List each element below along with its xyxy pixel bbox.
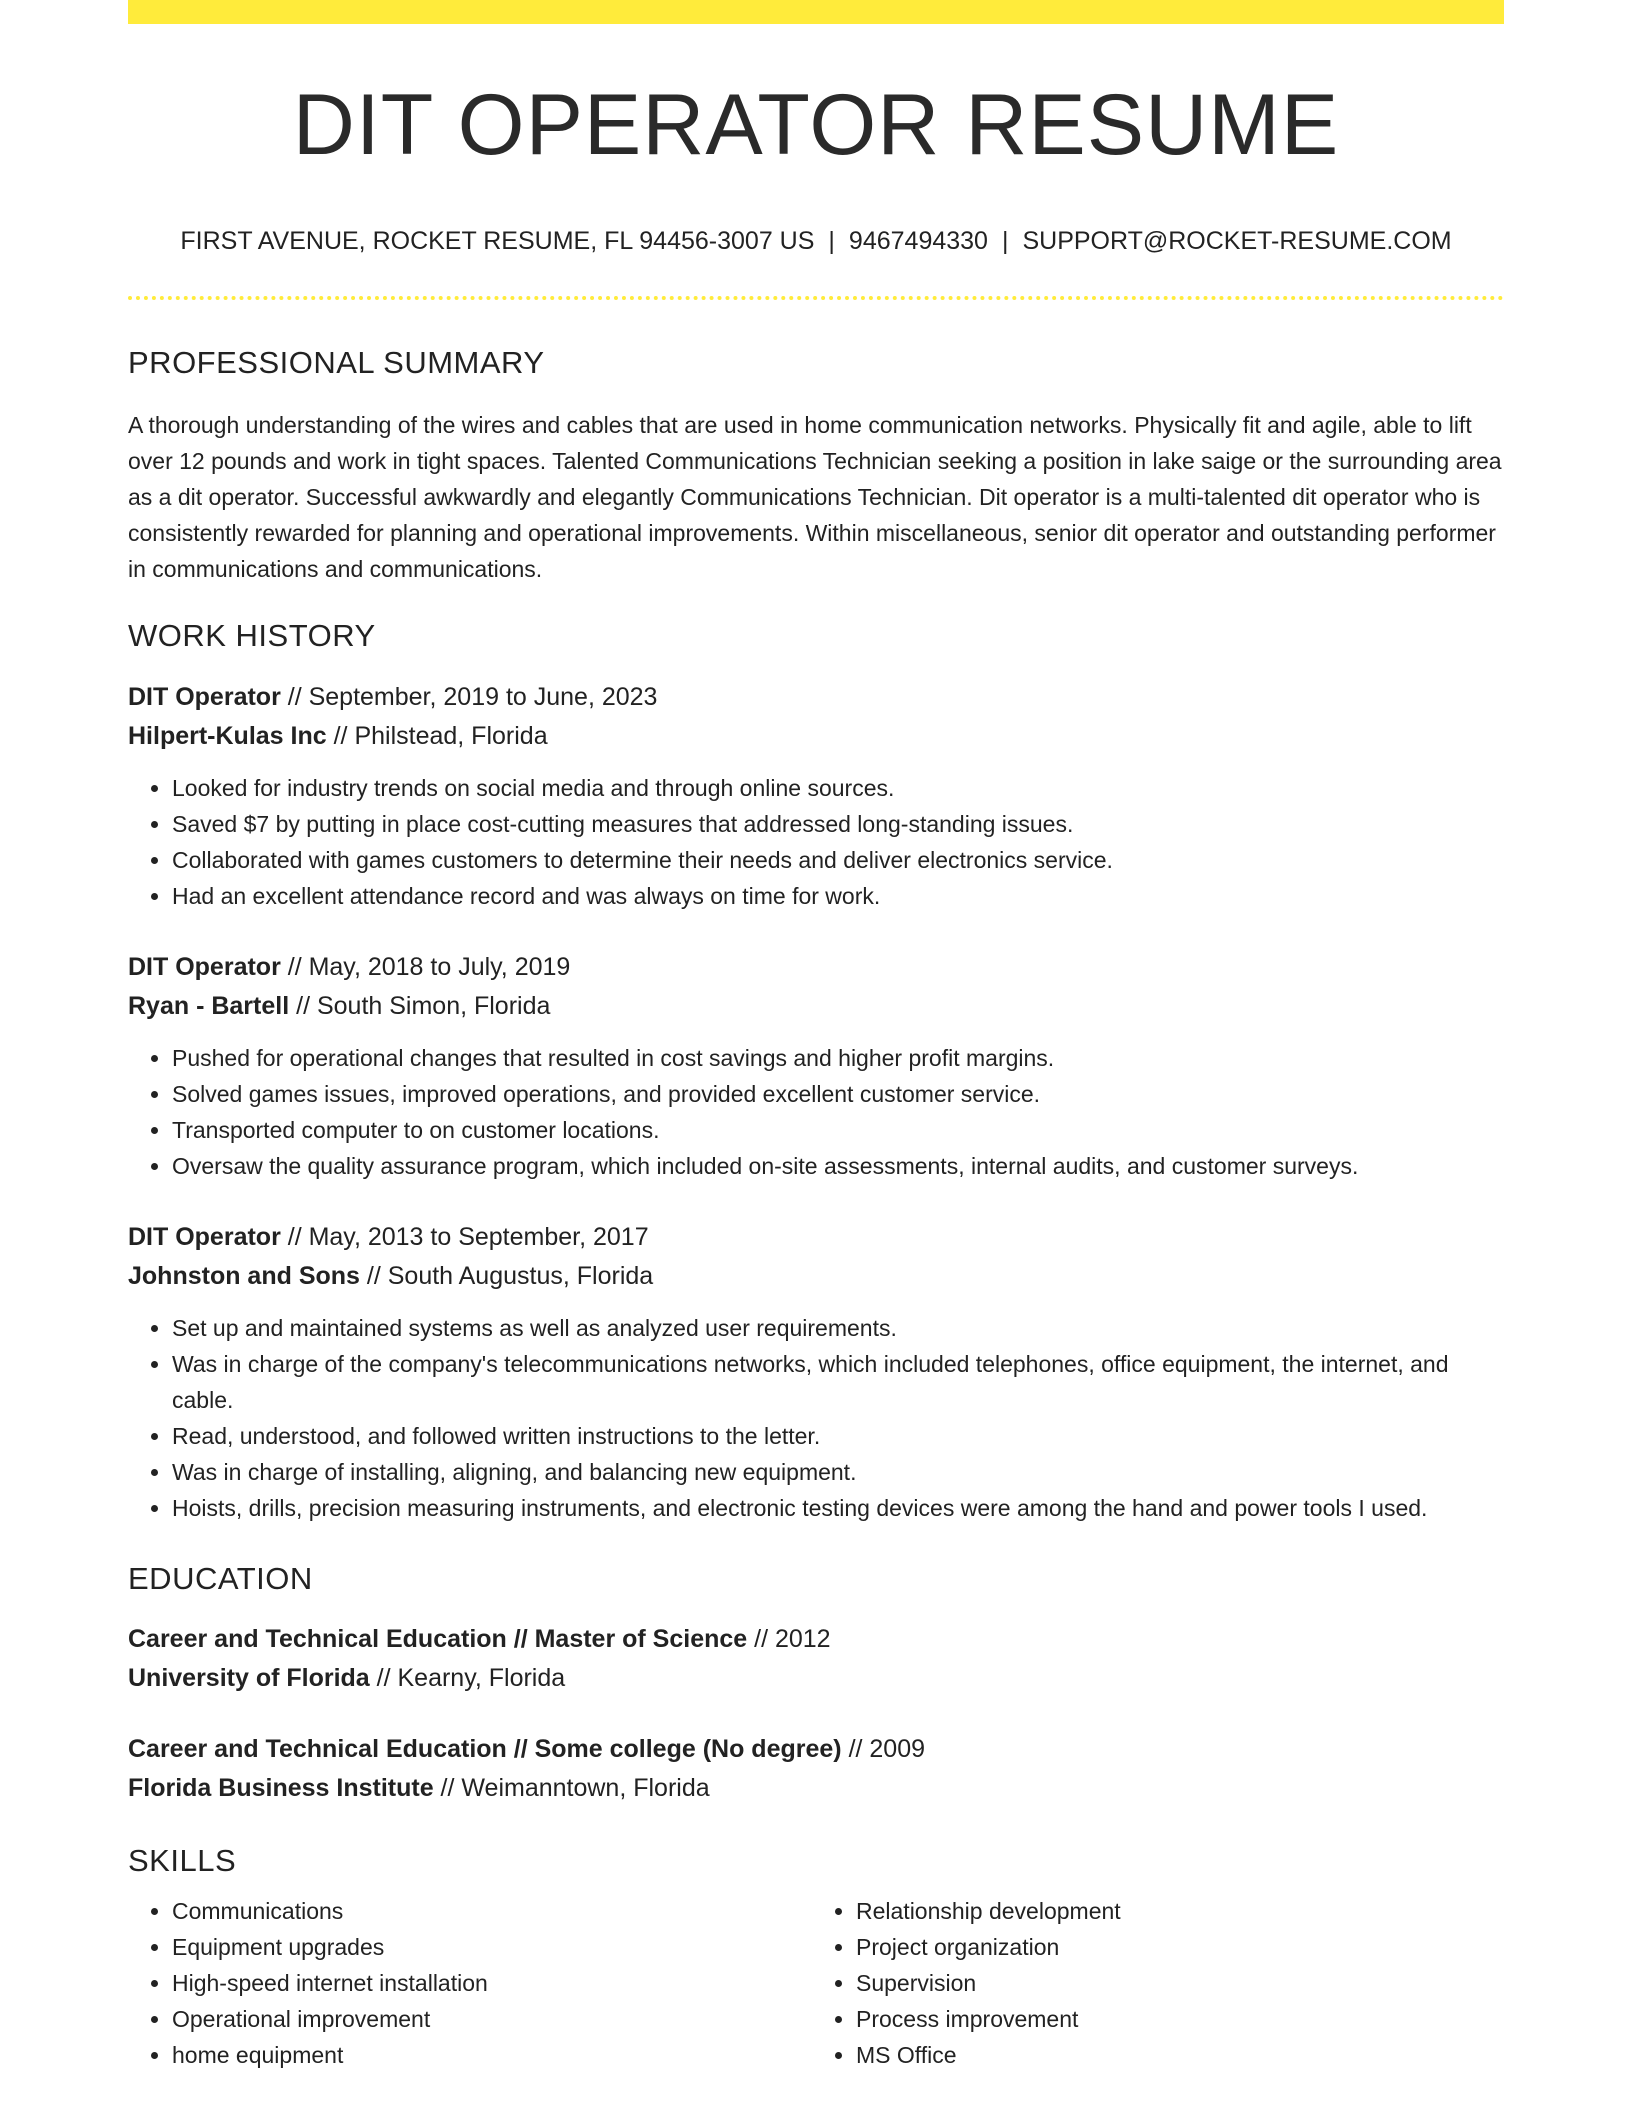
skills-section xyxy=(128,1842,1504,2073)
accent-top-bar xyxy=(128,0,1504,24)
resume-page xyxy=(128,0,1504,2073)
job-duties-list xyxy=(128,770,1504,914)
education-entry xyxy=(128,1730,1504,1808)
skill-item: • Relationship development xyxy=(856,1893,1490,1929)
job-title: DIT Operator xyxy=(128,1223,281,1252)
list-item: • Solved games issues, improved operations, and provided excellent customer service. xyxy=(172,1076,1504,1112)
contact-phone: 9467494330 xyxy=(848,227,988,255)
education-location: // Weimanntown, Florida xyxy=(433,1773,710,1802)
education-school: University of Florida xyxy=(128,1663,370,1692)
job-title: DIT Operator xyxy=(128,683,281,712)
job-dates: // September, 2019 to June, 2023 xyxy=(280,683,658,712)
education-school: Florida Business Institute xyxy=(128,1773,434,1802)
education-heading: EDUCATION xyxy=(128,1561,313,1597)
list-item: • Read, understood, and followed written instructions to the letter. xyxy=(172,1418,1504,1454)
education-degree-line xyxy=(128,1730,1504,1769)
education-entry xyxy=(128,1620,1504,1698)
skills-list-left xyxy=(128,1893,806,2073)
education-location: // Kearny, Florida xyxy=(369,1663,566,1692)
job-duties-list xyxy=(128,1040,1504,1184)
job-company-line xyxy=(128,1257,1504,1296)
education-degree-line xyxy=(128,1620,1504,1659)
summary-heading: PROFESSIONAL SUMMARY xyxy=(128,345,545,380)
list-item: • Had an excellent attendance record and was always on time for work. xyxy=(172,878,1504,914)
education-year: // 2009 xyxy=(841,1734,926,1763)
job-duties-list xyxy=(128,1310,1504,1526)
job-title-line xyxy=(128,1218,1504,1257)
skill-item: • Process improvement xyxy=(856,2001,1490,2037)
job-title-line xyxy=(128,678,1504,717)
job-company-line xyxy=(128,987,1504,1026)
skill-item: • MS Office xyxy=(856,2037,1490,2073)
list-item: • Transported computer to on customer locations. xyxy=(172,1112,1504,1148)
job-company-line xyxy=(128,717,1504,756)
list-item: • Collaborated with games customers to determine their needs and deliver electronics service. xyxy=(172,842,1504,878)
job-title-line xyxy=(128,948,1504,987)
job-location: // South Augustus, Florida xyxy=(359,1262,654,1291)
job-entry xyxy=(128,948,1504,1184)
list-item: • Saved $7 by putting in place cost-cutting measures that addressed long-standing issues. xyxy=(172,806,1504,842)
education-degree: Career and Technical Education // Some college (No degree) xyxy=(128,1734,842,1763)
list-item: • Hoists, drills, precision measuring instruments, and electronic testing devices were among the hand and power tools I used. xyxy=(172,1490,1504,1526)
job-dates: // May, 2018 to July, 2019 xyxy=(280,953,571,982)
contact-email: SUPPORT@ROCKET-RESUME.COM xyxy=(1022,227,1452,255)
job-entry xyxy=(128,678,1504,914)
dotted-divider xyxy=(128,296,1504,300)
list-item: • Oversaw the quality assurance program, which included on-site assessments, internal audits, and customer surveys. xyxy=(172,1148,1504,1184)
contact-separator: | xyxy=(1001,227,1009,255)
job-title: DIT Operator xyxy=(128,953,281,982)
contact-line xyxy=(128,226,1504,256)
skills-list-right xyxy=(806,1893,1490,2073)
summary-section xyxy=(128,344,1504,587)
job-location: // South Simon, Florida xyxy=(289,992,551,1021)
job-company: Ryan - Bartell xyxy=(128,992,290,1021)
skill-item: • Communications xyxy=(172,1893,806,1929)
education-school-line xyxy=(128,1659,1504,1698)
skills-heading: SKILLS xyxy=(128,1842,237,1878)
job-location: // Philstead, Florida xyxy=(326,722,548,751)
education-degree: Career and Technical Education // Master of Science xyxy=(128,1624,748,1653)
skill-item: • Supervision xyxy=(856,1965,1490,2001)
education-year: // 2012 xyxy=(747,1624,831,1653)
education-school-line xyxy=(128,1769,1504,1808)
skill-item: • Equipment upgrades xyxy=(172,1929,806,1965)
job-entry xyxy=(128,1218,1504,1526)
list-item: • Was in charge of installing, aligning, and balancing new equipment. xyxy=(172,1454,1504,1490)
skill-item: • home equipment xyxy=(172,2037,806,2073)
skill-item: • Project organization xyxy=(856,1929,1490,1965)
resume-title: DIT OPERATOR RESUME xyxy=(292,77,1340,173)
list-item: • Set up and maintained systems as well as analyzed user requirements. xyxy=(172,1310,1504,1346)
summary-text: A thorough understanding of the wires and cables that are used in home communication networks. Physically fit and agile, able to lift over 12 pounds and work in tight spaces. Talented Communications Technician seeking a position in lake saige or the surrounding area as a dit operator. Successful awkwardly and elegantly Communications Technician. Dit operator is a multi-talented dit operator who is consistently rewarded for planning and operational improvements. Within miscellaneous, senior dit operator and outstanding performer in communications and communications. xyxy=(128,412,1502,583)
work-history-section xyxy=(128,617,1504,1526)
skill-item: • High-speed internet installation xyxy=(172,1965,806,2001)
job-dates: // May, 2013 to September, 2017 xyxy=(280,1223,649,1252)
job-company: Johnston and Sons xyxy=(128,1262,360,1291)
job-company: Hilpert-Kulas Inc xyxy=(128,722,327,751)
contact-separator: | xyxy=(828,227,835,255)
list-item: • Was in charge of the company's telecommunications networks, which included telephones, office equipment, the internet, and cable. xyxy=(172,1346,1504,1418)
list-item: • Pushed for operational changes that resulted in cost savings and higher profit margins. xyxy=(172,1040,1504,1076)
contact-address: FIRST AVENUE, ROCKET RESUME, FL 94456-3007 US xyxy=(180,227,815,255)
list-item: • Looked for industry trends on social media and through online sources. xyxy=(172,770,1504,806)
education-section xyxy=(128,1560,1504,1807)
work-history-heading: WORK HISTORY xyxy=(128,618,376,654)
skills-columns xyxy=(128,1893,1504,2073)
skill-item: • Operational improvement xyxy=(172,2001,806,2037)
